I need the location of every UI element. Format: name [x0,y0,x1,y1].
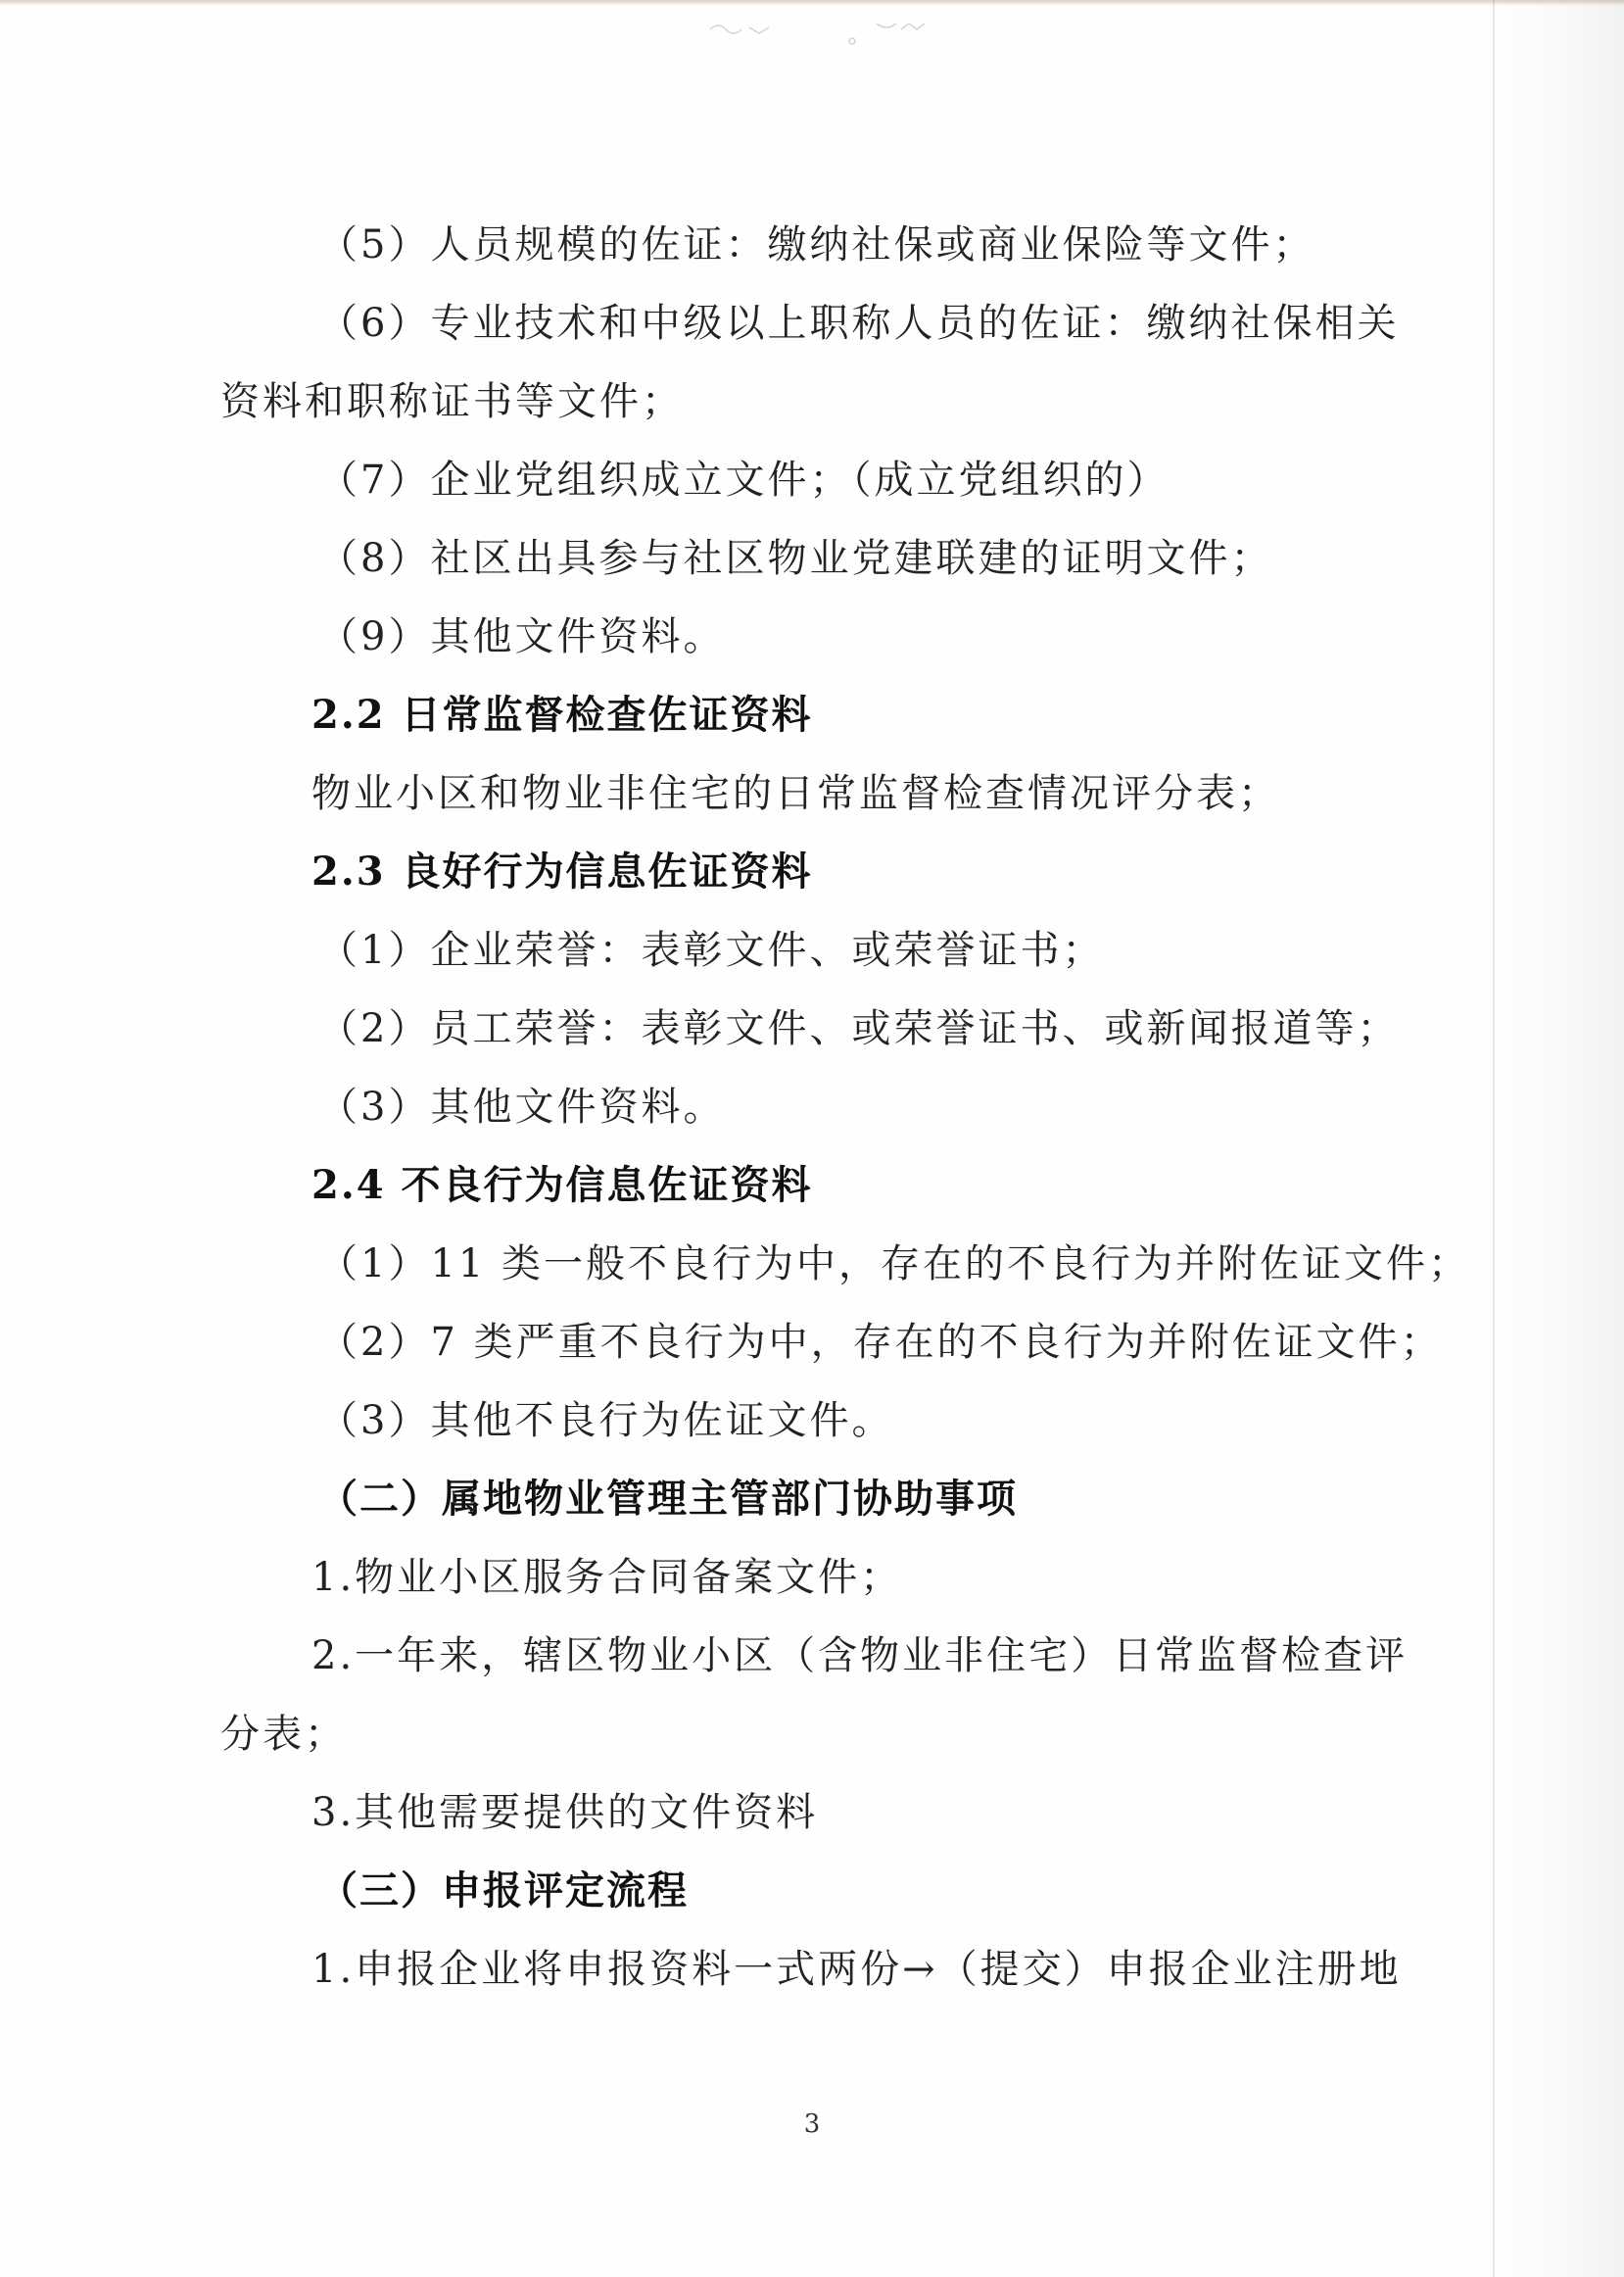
scan-top-edge [0,0,1624,6]
list-item-1-general-misconduct: （1）11 类一般不良行为中，存在的不良行为并附佐证文件； [318,1241,1471,1286]
paragraph-daily-inspection: 物业小区和物业非住宅的日常监督检查情况评分表； [311,771,1280,816]
numbered-item-1-contract-filing: 1.物业小区服务合同备案文件； [311,1555,903,1600]
section-heading-2-3: 2.3 良好行为信息佐证资料 [311,848,813,895]
numbered-item-3-other-documents: 3.其他需要提供的文件资料 [311,1790,819,1835]
page-number: 3 [803,2109,821,2139]
scan-right-shadow [1497,0,1624,2277]
list-item-5-social-insurance: （5）人员规模的佐证：缴纳社保或商业保险等文件； [318,222,1315,267]
list-item-6-continuation: 资料和职称证书等文件； [220,379,684,424]
scan-fold-line [1493,0,1495,2277]
numbered-item-2-inspection-scores: 2.一年来，辖区物业小区（含物业非住宅）日常监督检查评 [311,1633,1409,1678]
section-heading-three: （三）申报评定流程 [318,1867,689,1914]
list-item-6-professional-staff: （6）专业技术和中级以上职称人员的佐证：缴纳社保相关 [318,301,1400,346]
list-item-8-community-certificate: （8）社区出具参与社区物业党建联建的证明文件； [318,536,1273,581]
section-heading-two: （二）属地物业管理主管部门协助事项 [318,1476,1018,1522]
list-item-1-company-honor: （1）企业荣誉：表彰文件、或荣誉证书； [318,928,1105,973]
list-item-3-other-documents: （3）其他文件资料。 [318,1085,726,1130]
numbered-item-1-application-flow: 1.申报企业将申报资料一式两份→（提交）申报企业注册地 [311,1947,1402,1992]
list-item-7-party-organization: （7）企业党组织成立文件；（成立党组织的） [318,458,1170,503]
numbered-item-2-continuation: 分表； [220,1712,347,1757]
section-heading-2-4: 2.4 不良行为信息佐证资料 [311,1162,813,1208]
list-item-2-serious-misconduct: （2）7 类严重不良行为中，存在的不良行为并附佐证文件； [318,1320,1443,1365]
list-item-3-other-misconduct: （3）其他不良行为佐证文件。 [318,1398,894,1443]
section-heading-2-2: 2.2 日常监督检查佐证资料 [311,692,813,738]
list-item-9-other-documents: （9）其他文件资料。 [318,614,726,659]
faded-stamp-mark [691,10,984,59]
list-item-2-employee-honor: （2）员工荣誉：表彰文件、或荣誉证书、或新闻报道等； [318,1006,1400,1051]
